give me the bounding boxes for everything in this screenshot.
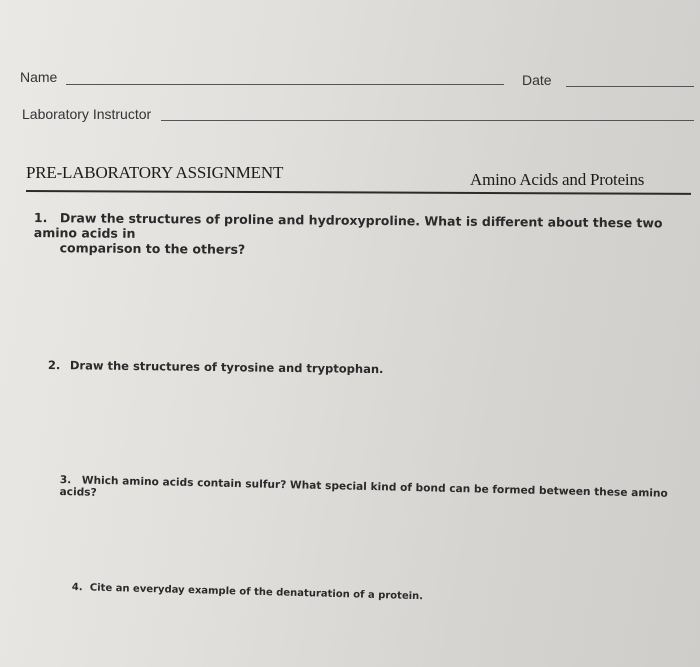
- question-4-text: Cite an everyday example of the denaturation of a protein.: [89, 582, 424, 603]
- date-label: Date: [522, 72, 552, 88]
- laboratory-instructor-label: Laboratory Instructor: [22, 106, 152, 122]
- date-line[interactable]: [566, 86, 694, 87]
- question-1: [34, 210, 694, 261]
- section-title: PRE-LABORATORY ASSIGNMENT: [26, 163, 284, 182]
- name-line[interactable]: [66, 84, 504, 85]
- question-2-number: 2.: [47, 358, 61, 373]
- laboratory-instructor-line[interactable]: [161, 120, 694, 121]
- section-topic: Amino Acids and Proteins: [470, 170, 645, 189]
- question-1-text-line1: Draw the structures of proline and hydroxyproline. What is different about these two amino acids in: [33, 210, 663, 241]
- question-2-text: Draw the structures of tyrosine and tryptophan.: [69, 358, 384, 377]
- question-3-number: 3.: [59, 474, 72, 487]
- question-4: [72, 582, 572, 606]
- question-3: [59, 474, 679, 512]
- question-3-text: Which amino acids contain sulfur? What special kind of bond can be formed between these amino acids?: [59, 474, 668, 500]
- question-1-text-line2: comparison to the others?: [59, 240, 246, 257]
- section-divider: [26, 190, 691, 195]
- question-2: [48, 358, 648, 379]
- name-label: Name: [20, 69, 58, 85]
- question-4-number: 4.: [71, 582, 83, 594]
- question-1-number: 1.: [33, 210, 48, 226]
